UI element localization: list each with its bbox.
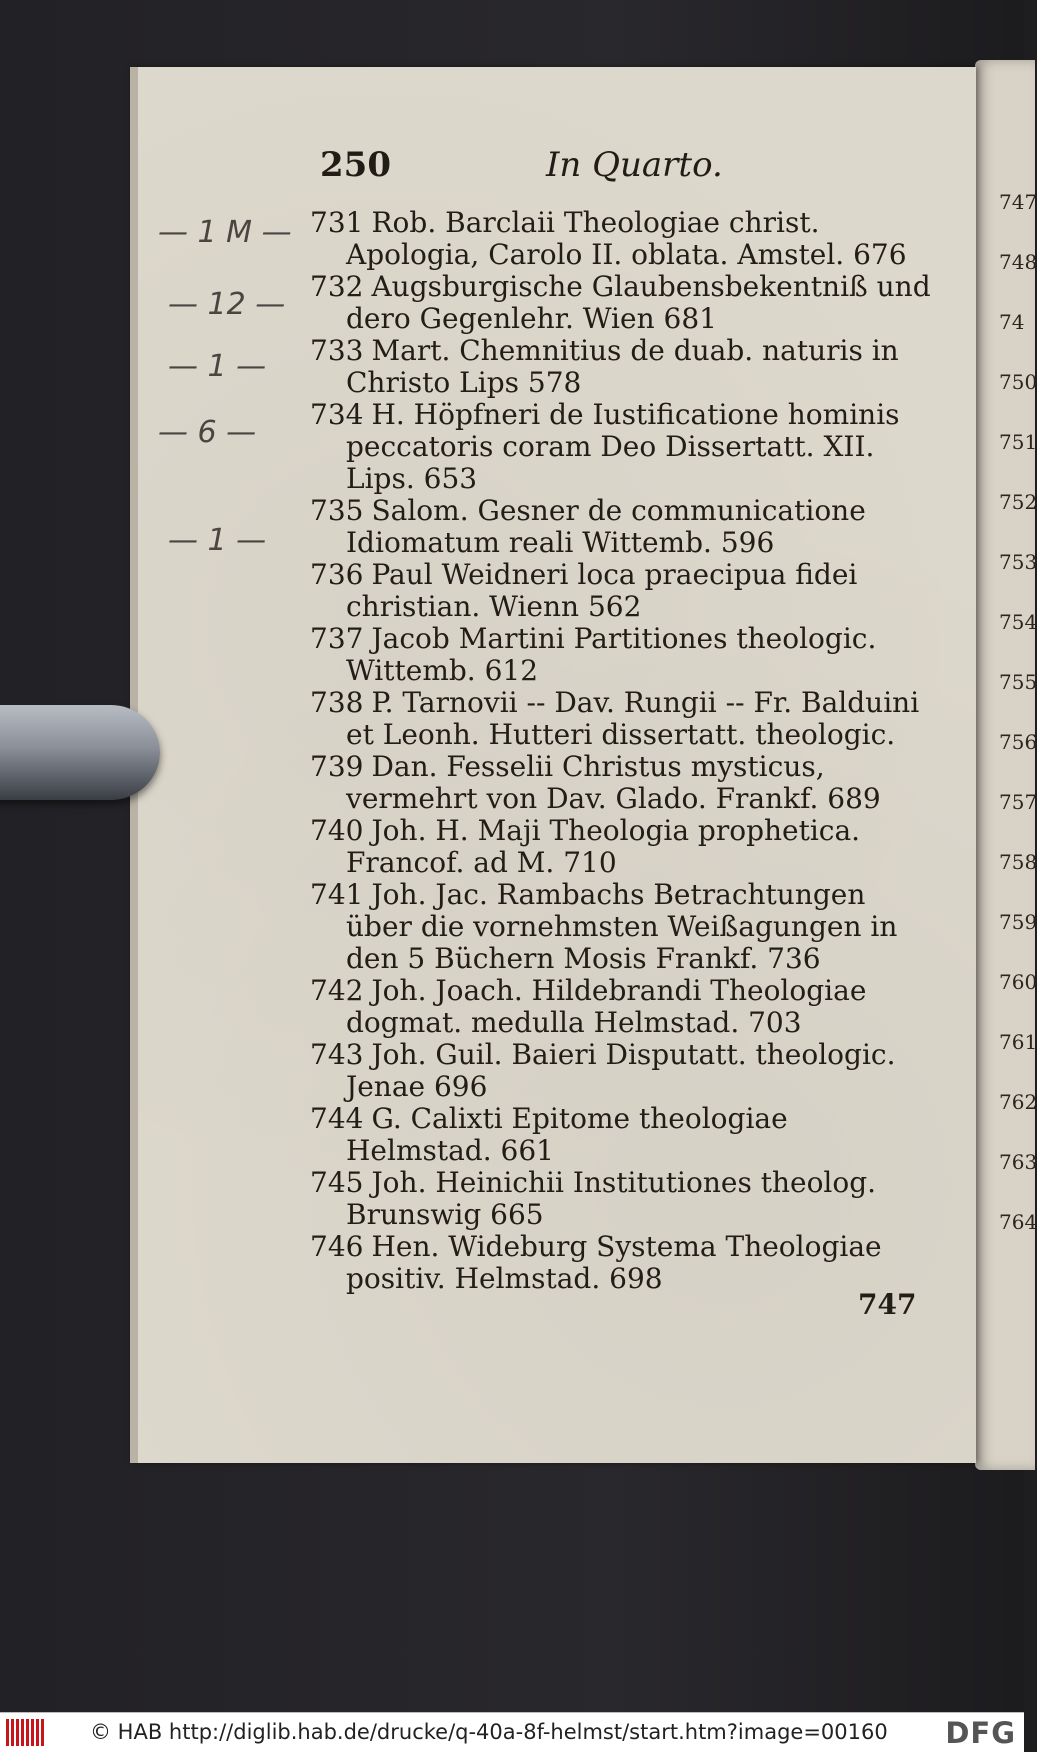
dfg-logo: DFG xyxy=(945,1716,1016,1750)
entry-text: Augsburgische Glaubensbekentniß und dero Gegenlehr. Wien 681 xyxy=(346,270,931,335)
facing-page-fragment: 750 xyxy=(999,370,1037,394)
facing-page-fragment: 755 xyxy=(999,670,1037,694)
entry-text: Joh. Joach. Hildebrandi Theologiae dogmat. medulla Helmstad. 703 xyxy=(346,974,867,1039)
entry-text: G. Calixti Epitome theologiae Helmstad. 661 xyxy=(346,1102,788,1167)
entry-number: 743 xyxy=(310,1038,364,1071)
entry-text: Joh. Guil. Baieri Disputatt. theologic. Jenae 696 xyxy=(346,1038,896,1103)
entry-number: 741 xyxy=(310,878,364,911)
facing-page-fragment: 756 xyxy=(999,730,1037,754)
catchword: 747 xyxy=(858,1288,917,1321)
entry-number: 732 xyxy=(310,270,364,303)
entry-text: Mart. Chemnitius de duab. naturis in Christo Lips 578 xyxy=(346,334,899,399)
facing-page-fragment: 762 xyxy=(999,1090,1037,1114)
facing-page-fragment: 754 xyxy=(999,610,1037,634)
page-holder-clip xyxy=(0,705,160,800)
footer-url[interactable]: © HAB http://diglib.hab.de/drucke/q-40a-8f-helmst/start.htm?image=00160 xyxy=(90,1720,888,1744)
facing-page-fragment: 763 xyxy=(999,1150,1037,1174)
entry-text: H. Höpfneri de Iustificatione hominis peccatoris coram Deo Dissertatt. XII. Lips. 653 xyxy=(346,398,900,495)
facing-page-fragment: 759 xyxy=(999,910,1037,934)
entry-text: Rob. Barclaii Theologiae christ. Apologia, Carolo II. oblata. Amstel. 676 xyxy=(346,206,907,271)
entry-number: 737 xyxy=(310,622,364,655)
entry-text: Paul Weidneri loca praecipua fidei christian. Wienn 562 xyxy=(346,558,858,623)
catalog-entries xyxy=(310,207,932,1295)
facing-page-fragment: 764 xyxy=(999,1210,1037,1234)
entry-number: 735 xyxy=(310,494,364,527)
catalog-entry xyxy=(310,879,932,975)
margin-note: — 6 — xyxy=(158,415,257,450)
entry-text: Hen. Wideburg Systema Theologiae positiv. Helmstad. 698 xyxy=(346,1230,882,1295)
page-number: 250 xyxy=(320,145,391,185)
facing-page-fragment: 751 xyxy=(999,430,1037,454)
book-page xyxy=(130,67,976,1463)
hab-logo-icon xyxy=(6,1719,44,1746)
facing-page-fragment: 748 xyxy=(999,250,1037,274)
margin-note: — 1 — xyxy=(168,349,267,384)
catalog-entry xyxy=(310,1103,932,1167)
facing-page-fragment: 752 xyxy=(999,490,1037,514)
margin-note: — 12 — xyxy=(168,287,286,322)
entry-text: Salom. Gesner de communicatione Idiomatum reali Wittemb. 596 xyxy=(346,494,866,559)
entry-text: P. Tarnovii -- Dav. Rungii -- Fr. Balduini et Leonh. Hutteri dissertatt. theologic. xyxy=(346,686,920,751)
catalog-entry xyxy=(310,399,932,495)
catalog-entry xyxy=(310,1231,932,1295)
facing-page-fragment: 753 xyxy=(999,550,1037,574)
catalog-entry xyxy=(310,975,932,1039)
entry-number: 739 xyxy=(310,750,364,783)
entry-number: 746 xyxy=(310,1230,364,1263)
catalog-entry xyxy=(310,495,932,559)
catalog-entry xyxy=(310,1039,932,1103)
entry-text: Jacob Martini Partitiones theologic. Wittemb. 612 xyxy=(346,622,877,687)
entry-text: Joh. Heinichii Institutiones theolog. Brunswig 665 xyxy=(346,1166,877,1231)
catalog-entry xyxy=(310,687,932,751)
entry-number: 733 xyxy=(310,334,364,367)
facing-page-fragment: 74 xyxy=(999,310,1025,334)
entry-text: Joh. Jac. Rambachs Betrachtungen über die vornehmsten Weißagungen in den 5 Büchern Mosis Frankf. 736 xyxy=(346,878,898,975)
catalog-entry xyxy=(310,815,932,879)
facing-page-fragment: 747 xyxy=(999,190,1037,214)
entry-number: 736 xyxy=(310,558,364,591)
margin-note: — 1 M — xyxy=(158,215,292,250)
catalog-entry xyxy=(310,623,932,687)
catalog-entry xyxy=(310,1167,932,1231)
facing-page-fragment: 760 xyxy=(999,970,1037,994)
footer-bar xyxy=(0,1712,1024,1752)
entry-number: 731 xyxy=(310,206,364,239)
facing-page-fragment: 757 xyxy=(999,790,1037,814)
entry-number: 740 xyxy=(310,814,364,847)
catalog-entry xyxy=(310,207,932,271)
margin-note: — 1 — xyxy=(168,523,267,558)
catalog-entry xyxy=(310,335,932,399)
entry-text: Joh. H. Maji Theologia prophetica. Francof. ad M. 710 xyxy=(346,814,861,879)
facing-page-edge xyxy=(975,60,1035,1470)
catalog-entry xyxy=(310,271,932,335)
facing-page-fragment: 761 xyxy=(999,1030,1037,1054)
entry-number: 742 xyxy=(310,974,364,1007)
entry-number: 744 xyxy=(310,1102,364,1135)
catalog-entry xyxy=(310,559,932,623)
running-head: In Quarto. xyxy=(546,145,723,185)
entry-text: Dan. Fesselii Christus mysticus, vermehrt von Dav. Glado. Frankf. 689 xyxy=(346,750,881,815)
entry-number: 734 xyxy=(310,398,364,431)
catalog-entry xyxy=(310,751,932,815)
facing-page-fragment: 758 xyxy=(999,850,1037,874)
entry-number: 745 xyxy=(310,1166,364,1199)
entry-number: 738 xyxy=(310,686,364,719)
